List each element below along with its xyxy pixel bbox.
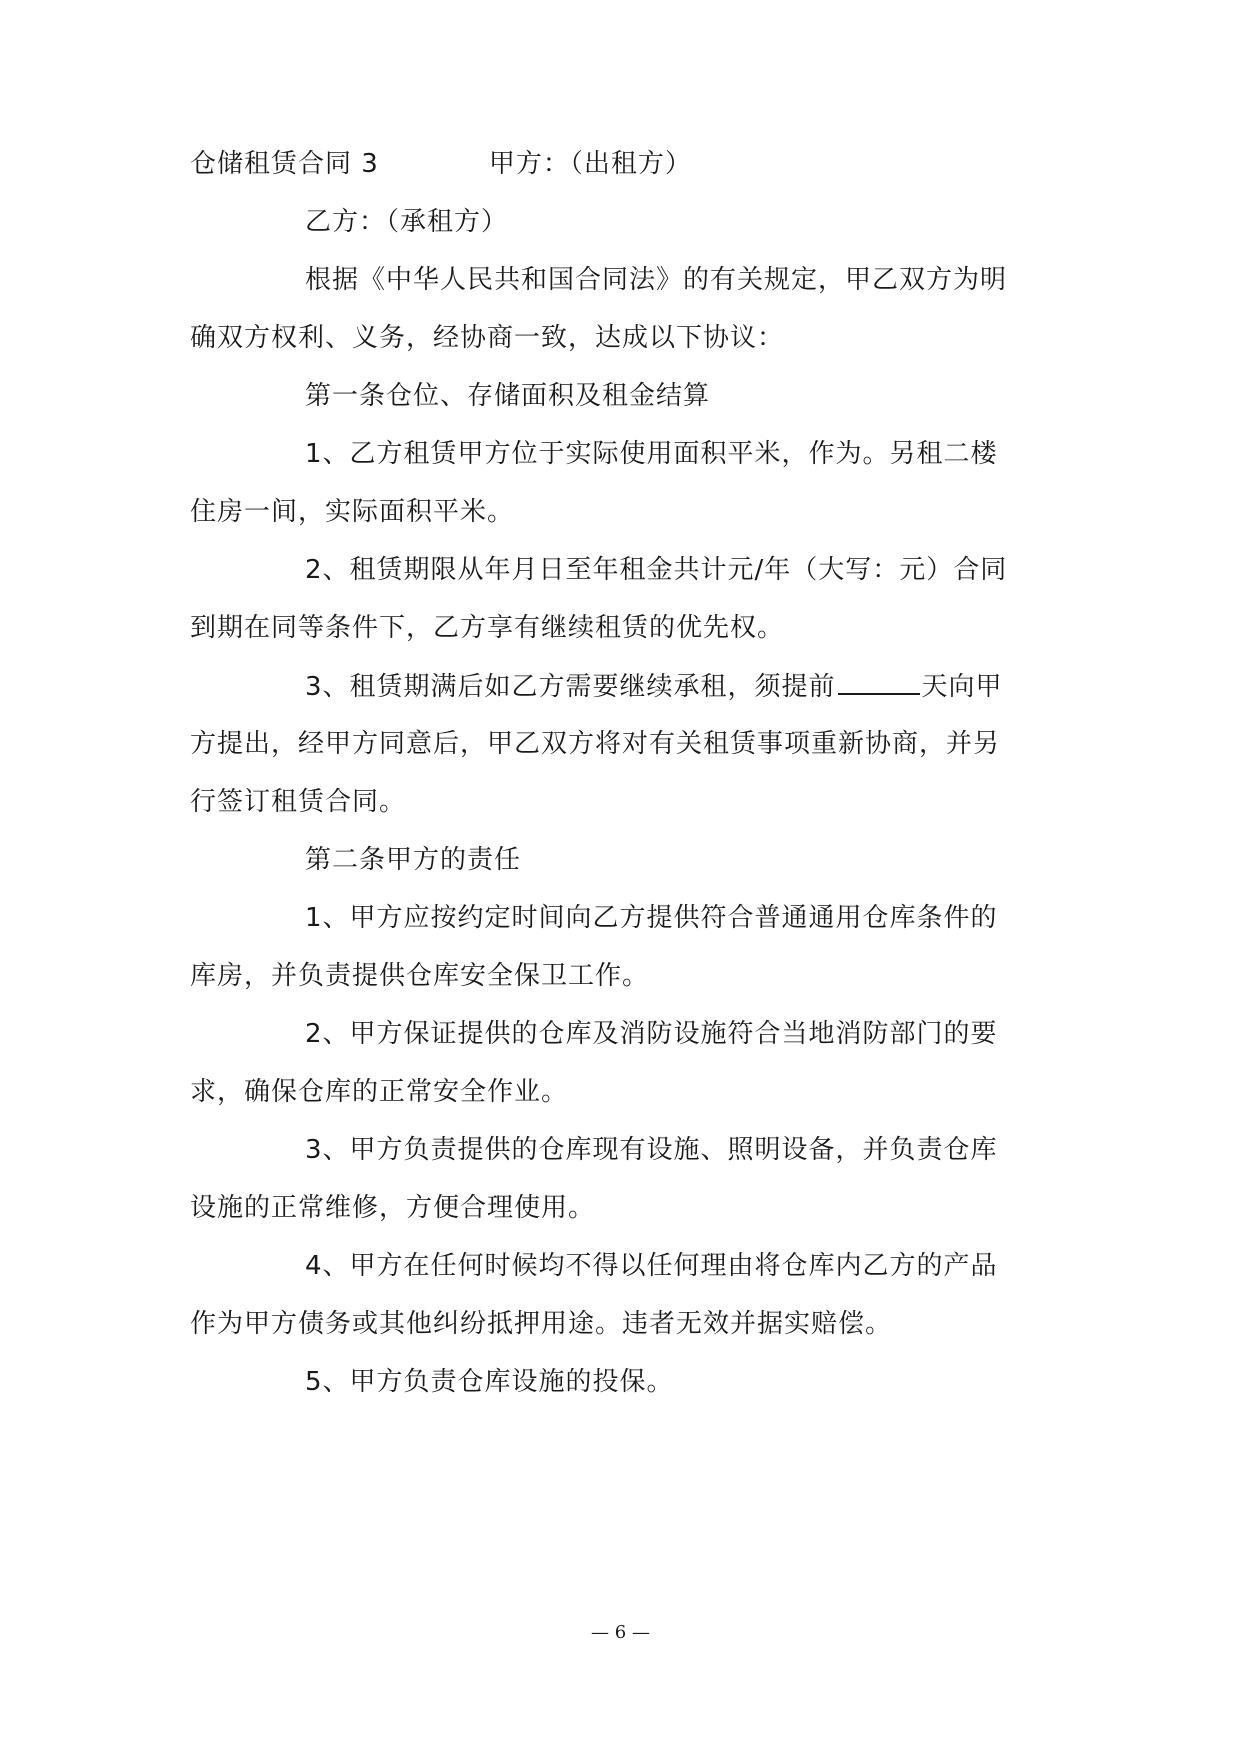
article-1-item-3-line-2: 方提出，经甲方同意后，甲乙双方将对有关租赁事项重新协商，并另 [190, 729, 1001, 759]
document-title: 仓储租赁合同 3 [190, 149, 379, 179]
article-2-item-2-line-2: 求，确保仓库的正常安全作业。 [190, 1077, 569, 1107]
article-1-item-3-line-1 [305, 669, 1003, 704]
intro-line-1: 根据《中华人民共和国合同法》的有关规定，甲乙双方为明 [305, 265, 1008, 295]
article-2-item-2-line-1: 2、甲方保证提供的仓库及消防设施符合当地消防部门的要 [305, 1019, 998, 1049]
article-2-heading: 第二条甲方的责任 [305, 845, 522, 875]
article-1-item-3-text-before: 3、租赁期满后如乙方需要继续承租，须提前 [305, 672, 836, 702]
article-1-heading: 第一条仓位、存储面积及租金结算 [305, 381, 711, 411]
article-1-item-1-line-2: 住房一间，实际面积平米。 [190, 497, 515, 527]
article-1-item-2-line-1: 2、租赁期限从年月日至年租金共计元/年（大写：元）合同 [305, 555, 1008, 585]
page-number: — 6 — [591, 1622, 650, 1643]
article-2-item-5-line-1: 5、甲方负责仓库设施的投保。 [305, 1367, 674, 1397]
article-2-item-4-line-2: 作为甲方债务或其他纠纷抵押用途。违者无效并据实赔偿。 [190, 1309, 893, 1339]
article-1-item-2-line-2: 到期在同等条件下，乙方享有继续租赁的优先权。 [190, 613, 785, 643]
intro-line-2: 确双方权利、义务，经协商一致，达成以下协议： [190, 323, 785, 353]
article-1-item-3-line-3: 行签订租赁合同。 [190, 787, 407, 817]
party-b-label: 乙方：（承租方） [305, 207, 509, 237]
article-2-item-4-line-1: 4、甲方在任何时候均不得以任何理由将仓库内乙方的产品 [305, 1251, 998, 1281]
fill-in-blank [838, 669, 920, 695]
article-1-item-3-text-after: 天向甲 [921, 672, 1003, 702]
article-2-item-3-line-2: 设施的正常维修，方便合理使用。 [190, 1193, 596, 1223]
article-2-item-3-line-1: 3、甲方负责提供的仓库现有设施、照明设备，并负责仓库 [305, 1135, 998, 1165]
article-2-item-1-line-2: 库房，并负责提供仓库安全保卫工作。 [190, 961, 650, 991]
title-line [190, 147, 692, 181]
article-2-item-1-line-1: 1、甲方应按约定时间向乙方提供符合普通通用仓库条件的 [305, 903, 998, 933]
party-a-label: 甲方：（出租方） [488, 149, 692, 179]
article-1-item-1-line-1: 1、乙方租赁甲方位于实际使用面积平米，作为。另租二楼 [305, 439, 998, 469]
